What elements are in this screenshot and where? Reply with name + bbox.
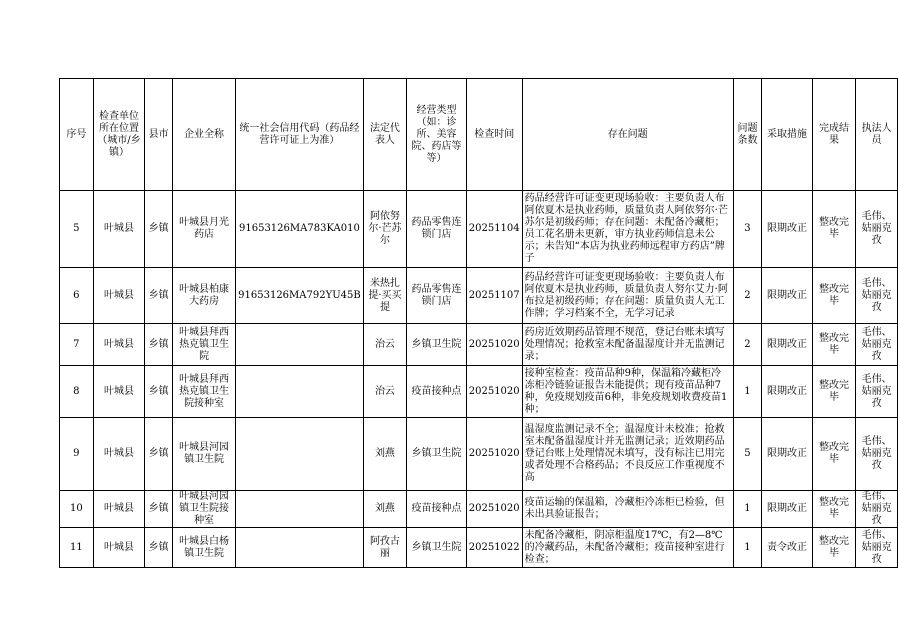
cell-region: 叶城县 [93,191,145,268]
header-issue-count: 问题条数 [733,79,762,191]
cell-officers: 毛伟、姑丽克孜 [856,366,898,418]
cell-region: 叶城县 [93,268,145,324]
cell-company: 叶城县拜西热克镇卫生院接种室 [173,366,236,418]
header-row [60,79,898,191]
cell-issue-count: 1 [733,528,762,568]
cell-issues: 温湿度监测记录不全；温湿度计未校准；抢救室未配备温湿度计并无监测记录；近效期药品登记台账上处理情况未填写，没有标注已用完或者处理不合格药品；不良反应工作重视度不高 [522,418,733,491]
cell-issue-count: 3 [733,191,762,268]
cell-credit-code [236,418,364,491]
cell-result: 整改完毕 [812,491,855,528]
cell-issue-count: 5 [733,418,762,491]
cell-credit-code [236,528,364,568]
cell-legal-rep: 米热扎提·买买提 [363,268,406,324]
cell-measures: 限期改正 [762,491,812,528]
cell-officers: 毛伟、姑丽克孜 [856,268,898,324]
cell-county: 乡镇 [145,528,173,568]
header-business-type: 经营类型（如：诊所、美容院、药店等等） [407,79,467,191]
cell-region: 叶城县 [93,324,145,366]
cell-county: 乡镇 [145,418,173,491]
header-legal-rep: 法定代表人 [363,79,406,191]
cell-inspect-date: 20251020 [466,324,522,366]
cell-county: 乡镇 [145,366,173,418]
cell-issues: 药品经营许可证变更现场验收：主要负责人布阿依夏木是执业药师，质量负责人努尔艾力·阿布拉是初级药师；存在问题：质量负责人无工作牌；学习档案不全，无学习记录 [522,268,733,324]
cell-issues: 未配备冷藏柜，阴凉柜温度17℃，有2—8℃的冷藏药品，未配备冷藏柜；疫苗接种室进行检查； [522,528,733,568]
cell-result: 整改完毕 [812,268,855,324]
cell-company: 叶城县拜西热克镇卫生院 [173,324,236,366]
cell-issues: 接种室检查：疫苗品种9种，保温箱冷藏柜冷冻柜冷链验证报告未能提供；现有疫苗品种7种，免疫规划疫苗6种，非免疫规划收费疫苗1种； [522,366,733,418]
cell-officers: 毛伟、姑丽克孜 [856,324,898,366]
cell-county: 乡镇 [145,268,173,324]
cell-result: 整改完毕 [812,418,855,491]
cell-business-type: 疫苗接种点 [407,491,467,528]
cell-result: 整改完毕 [812,324,855,366]
cell-company: 叶城县月光药店 [173,191,236,268]
cell-seq: 6 [60,268,94,324]
cell-result: 整改完毕 [812,191,855,268]
cell-inspect-date: 20251020 [466,491,522,528]
cell-company: 叶城县河园镇卫生院 [173,418,236,491]
inspection-table [59,78,898,568]
cell-legal-rep: 阿依努尔·芒苏尔 [363,191,406,268]
cell-region: 叶城县 [93,418,145,491]
header-officers: 执法人员 [856,79,898,191]
cell-business-type: 乡镇卫生院 [407,528,467,568]
cell-inspect-date: 20251020 [466,418,522,491]
cell-inspect-date: 20251022 [466,528,522,568]
cell-result: 整改完毕 [812,366,855,418]
cell-seq: 11 [60,528,94,568]
cell-company: 叶城县柏康大药房 [173,268,236,324]
header-seq: 序号 [60,79,94,191]
cell-legal-rep: 刘燕 [363,418,406,491]
cell-result: 整改完毕 [812,528,855,568]
header-issues: 存在问题 [522,79,733,191]
cell-credit-code: 91653126MA792YU45B [236,268,364,324]
cell-measures: 限期改正 [762,324,812,366]
header-county: 县市 [145,79,173,191]
cell-legal-rep: 治云 [363,366,406,418]
cell-inspect-date: 20251107 [466,268,522,324]
header-company: 企业全称 [173,79,236,191]
cell-issues: 药房近效期药品管理不规范，登记台账未填写处理情况；抢救室未配备温湿度计并无监测记录； [522,324,733,366]
cell-seq: 5 [60,191,94,268]
cell-county: 乡镇 [145,491,173,528]
cell-legal-rep: 治云 [363,324,406,366]
cell-credit-code [236,491,364,528]
table-row [60,528,898,568]
cell-issue-count: 2 [733,268,762,324]
cell-seq: 10 [60,491,94,528]
table-row [60,324,898,366]
header-credit-code: 统一社会信用代码（药品经营许可证上为准） [236,79,364,191]
cell-measures: 限期改正 [762,418,812,491]
header-measures: 采取措施 [762,79,812,191]
cell-measures: 限期改正 [762,268,812,324]
cell-issue-count: 1 [733,491,762,528]
cell-inspect-date: 20251104 [466,191,522,268]
cell-region: 叶城县 [93,366,145,418]
cell-measures: 限期改正 [762,366,812,418]
cell-seq: 8 [60,366,94,418]
cell-measures: 责令改正 [762,528,812,568]
cell-officers: 毛伟、姑丽克孜 [856,191,898,268]
cell-measures: 限期改正 [762,191,812,268]
cell-legal-rep: 阿孜古丽 [363,528,406,568]
cell-region: 叶城县 [93,491,145,528]
table-row [60,268,898,324]
cell-business-type: 乡镇卫生院 [407,418,467,491]
cell-company: 叶城县白杨镇卫生院 [173,528,236,568]
cell-company: 叶城县河园镇卫生院接种室 [173,491,236,528]
cell-credit-code: 91653126MA783KA010 [236,191,364,268]
header-region: 检查单位所在位置（城市/乡镇） [93,79,145,191]
cell-officers: 毛伟、姑丽克孜 [856,418,898,491]
cell-issue-count: 2 [733,324,762,366]
cell-business-type: 乡镇卫生院 [407,324,467,366]
cell-business-type: 疫苗接种点 [407,366,467,418]
cell-issues: 疫苗运输的保温箱，冷藏柜冷冻柜已检验，但未出具验证报告； [522,491,733,528]
table-row [60,366,898,418]
cell-county: 乡镇 [145,324,173,366]
table-row [60,418,898,491]
cell-officers: 毛伟、姑丽克孜 [856,491,898,528]
cell-issue-count: 1 [733,366,762,418]
table-row [60,191,898,268]
cell-business-type: 药品零售连锁门店 [407,268,467,324]
header-inspect-date: 检查时间 [466,79,522,191]
cell-inspect-date: 20251020 [466,366,522,418]
cell-region: 叶城县 [93,528,145,568]
cell-officers: 毛伟、姑丽克孜 [856,528,898,568]
cell-credit-code [236,366,364,418]
cell-legal-rep: 刘燕 [363,491,406,528]
cell-county: 乡镇 [145,191,173,268]
cell-seq: 9 [60,418,94,491]
cell-issues: 药品经营许可证变更现场验收：主要负责人布阿依夏木是执业药师，质量负责人阿依努尔·芒苏尔是初级药师；存在问题：未配备冷藏柜；员工花名册未更新，审方执业药师信息未公示；未告知“本店为执业药师远程审方药店”牌子 [522,191,733,268]
cell-seq: 7 [60,324,94,366]
cell-credit-code [236,324,364,366]
header-result: 完成结果 [812,79,855,191]
cell-business-type: 药品零售连锁门店 [407,191,467,268]
table-row [60,491,898,528]
